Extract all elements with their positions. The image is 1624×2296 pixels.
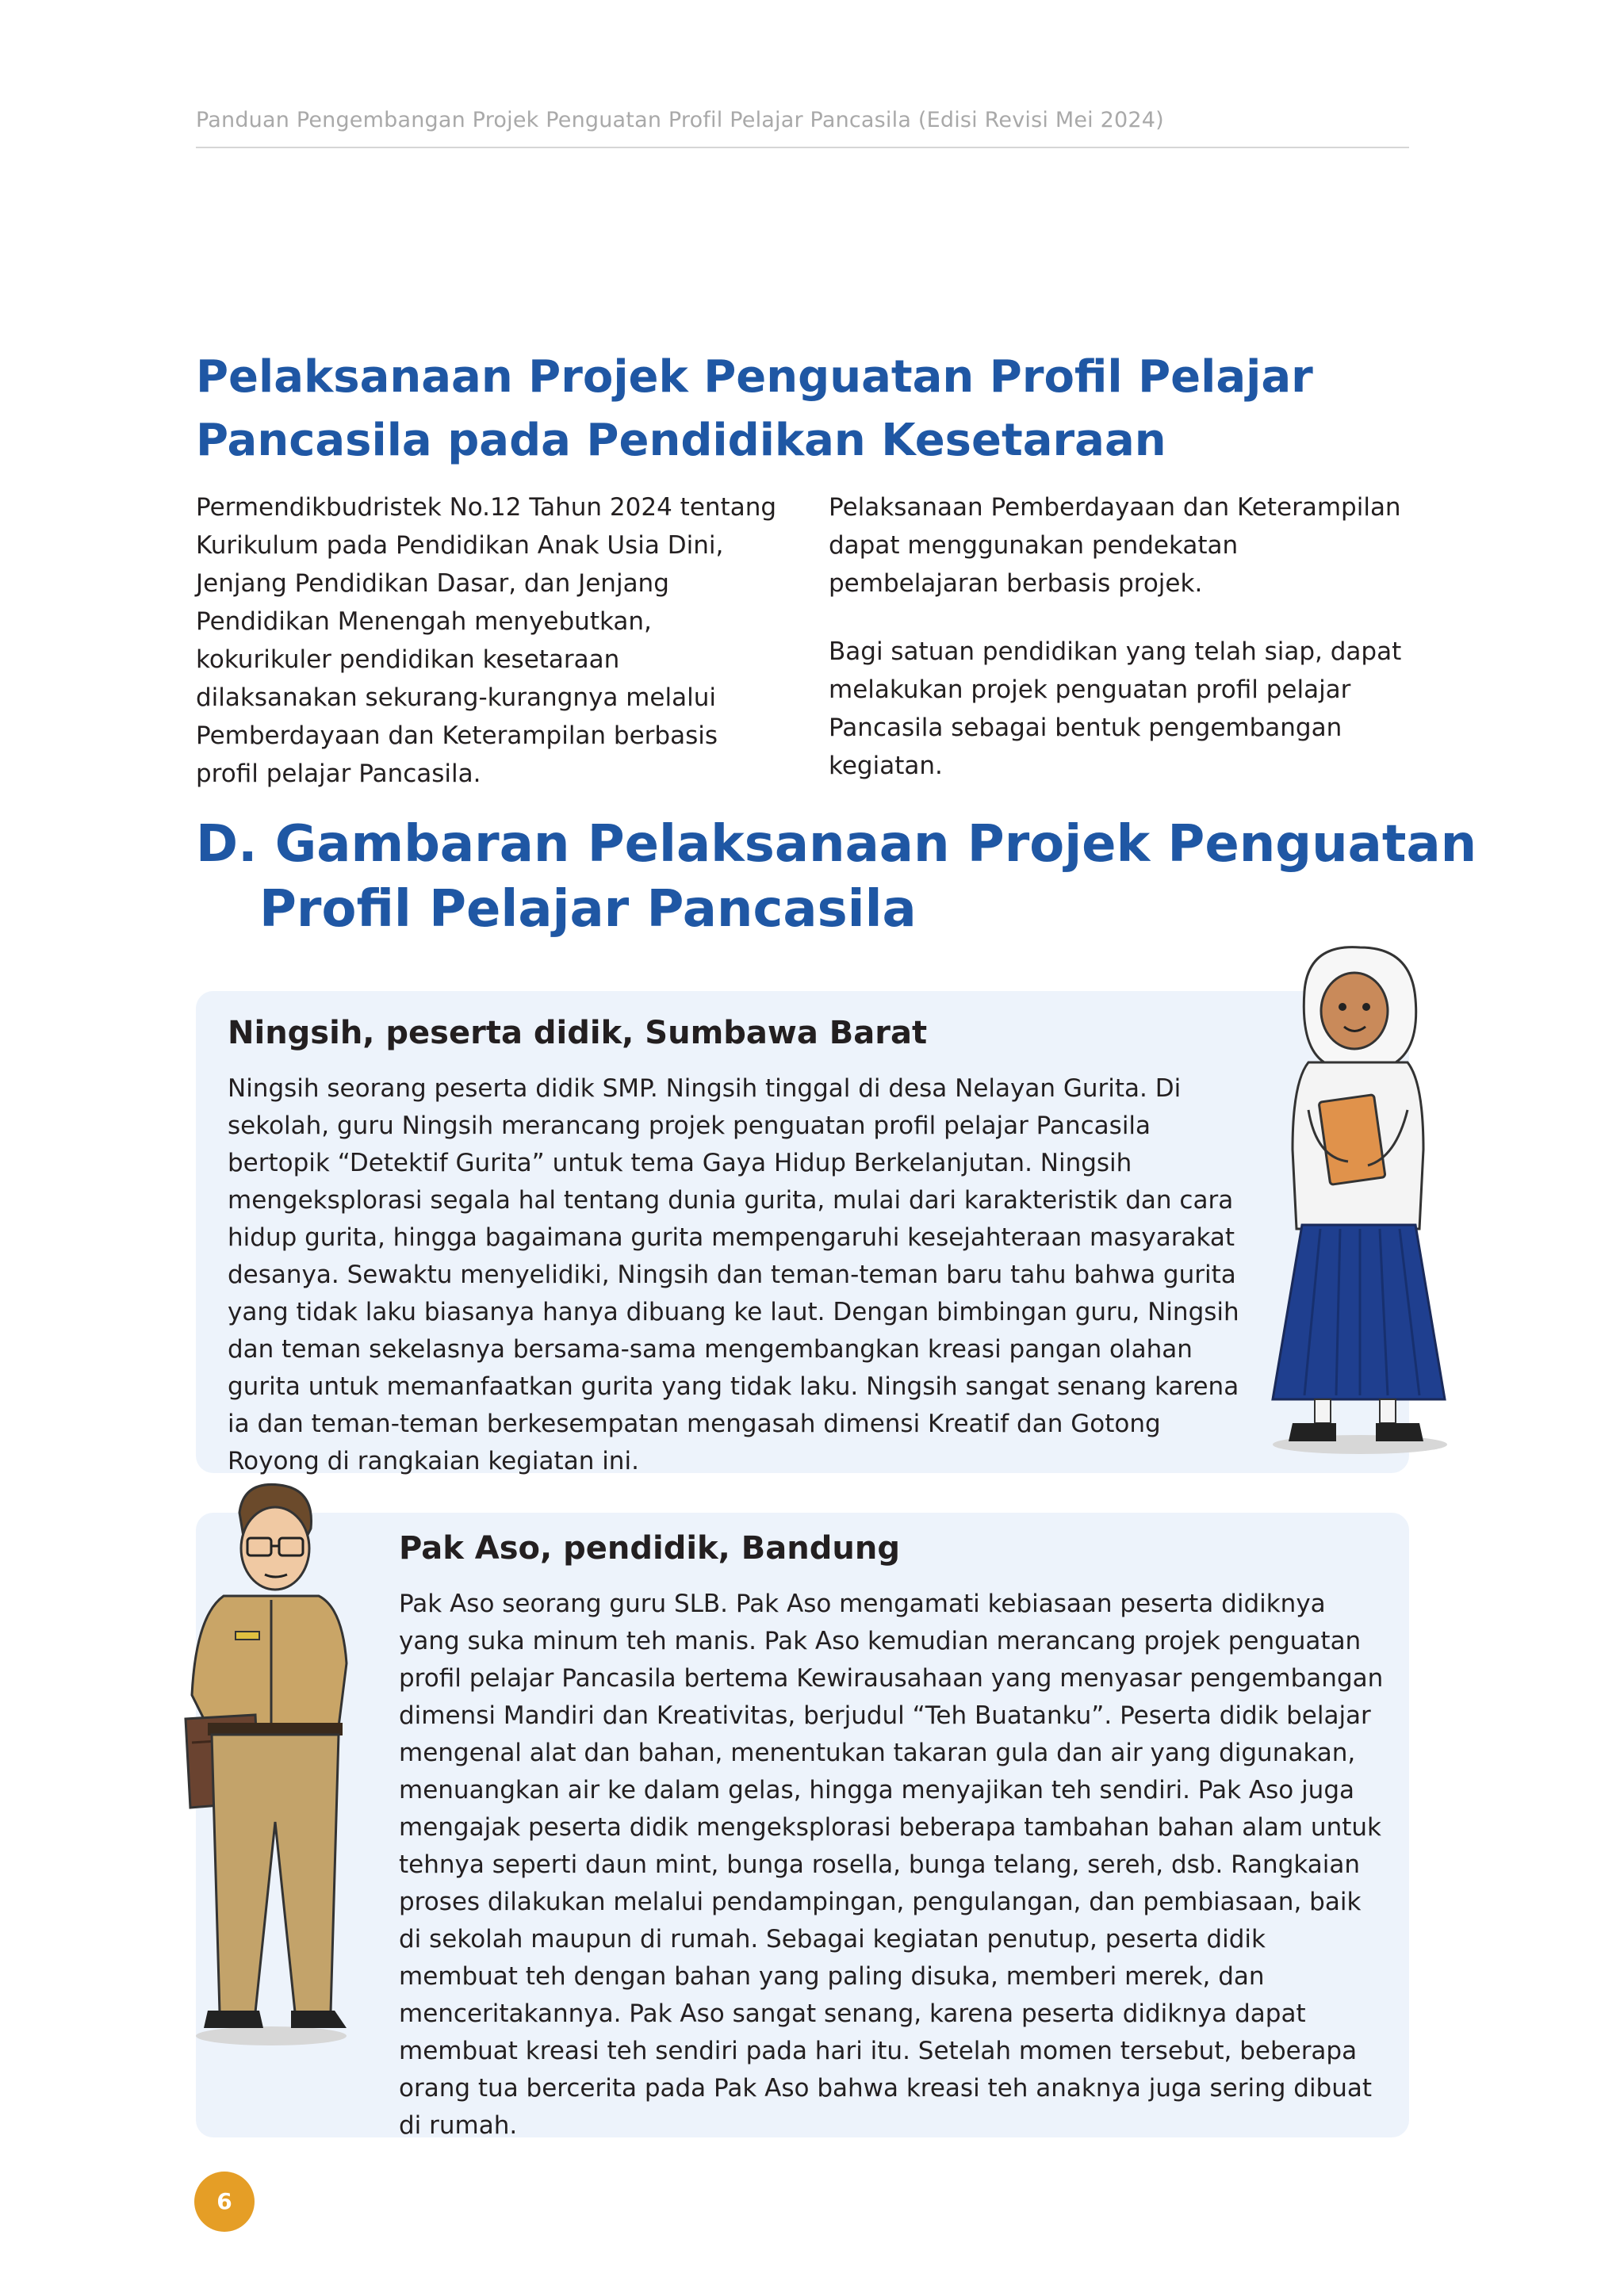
left-paragraph: Permendikbudristek No.12 Tahun 2024 tentang Kurikulum pada Pendidikan Anak Usia Dini, Jenjang Pendidikan Dasar, dan Jenjang Pendidikan Menengah menyebutkan, kokurikuler pendidikan kesetaraan dilaksanakan sekurang-kurangnya melalui Pemberdayaan dan Keterampilan berbasis profil pelajar Pancasila. — [196, 493, 777, 788]
teacher-man-illustration — [176, 1481, 366, 2052]
story-title: Pak Aso, pendidik, Bandung — [399, 1530, 900, 1567]
header-divider — [196, 147, 1409, 148]
story-card-pak-aso — [196, 1513, 1409, 2140]
chapter-heading-line1: D. Gambaran Pelaksanaan Projek Penguatan — [196, 815, 1477, 874]
chapter-heading-line2: Profil Pelajar Pancasila — [259, 880, 917, 939]
right-column — [829, 488, 1415, 785]
right-paragraph-2: Bagi satuan pendidikan yang telah siap, dapat melakukan projek penguatan profil pelajar Pancasila sebagai bentuk pengembangan kegiatan. — [829, 637, 1402, 780]
page-number-badge: 6 — [194, 2172, 255, 2232]
running-header: Panduan Pengembangan Projek Penguatan Profil Pelajar Pancasila (Edisi Revisi Mei 2024) — [196, 108, 1164, 132]
section-heading: Pelaksanaan Projek Penguatan Profil Pelajar Pancasila pada Pendidikan Kesetaraan — [196, 351, 1313, 466]
right-paragraph-1: Pelaksanaan Pemberdayaan dan Keterampilan dapat menggunakan pendekatan pembelajaran berbasis projek. — [829, 493, 1401, 598]
story-card-ningsih — [196, 991, 1409, 1473]
chapter-heading — [196, 812, 1477, 942]
student-girl-illustration — [1261, 943, 1451, 1459]
story-body: Pak Aso seorang guru SLB. Pak Aso mengamati kebiasaan peserta didiknya yang suka minum teh manis. Pak Aso kemudian merancang projek penguatan profil pelajar Pancasila bertema Kewirausahaan yang menyasar pengembangan dimensi Mandiri dan Kreativitas, berjudul “Teh Buatanku”. Peserta didik belajar mengenal alat dan bahan, menentukan takaran gula dan air yang digunakan, menuangkan air ke dalam gelas, hingga menyajikan teh sendiri. Pak Aso juga mengajak peserta didik mengeksplorasi beberapa tambahan bahan alam untuk tehnya seperti daun mint, bunga rosella, bunga telang, sereh, dsb. Rangkaian proses dilakukan melalui pendampingan, pengulangan, dan pembiasaan, baik di sekolah maupun di rumah. Sebagai kegiatan penutup, peserta didik membuat teh dengan bahan yang paling disuka, memberi merek, dan menceritakannya. Pak Aso sangat senang, karena peserta didiknya dapat membuat kreasi teh sendiri pada hari itu. Setelah momen tersebut, beberapa orang tua bercerita pada Pak Aso bahwa kreasi teh anaknya juga sering dibuat di rumah. — [399, 1590, 1384, 2140]
left-column — [196, 488, 783, 793]
story-title: Ningsih, peserta didik, Sumbawa Barat — [228, 1015, 928, 1051]
story-body: Ningsih seorang peserta didik SMP. Ningsih tinggal di desa Nelayan Gurita. Di sekolah, guru Ningsih merancang projek penguatan profil pelajar Pancasila bertopik “Detektif Gurita” untuk tema Gaya Hidup Berkelanjutan. Ningsih mengeksplorasi segala hal tentang dunia gurita, mulai dari karakteristik dan cara hidup gurita, hingga bagaimana gurita mempengaruhi kesejahteraan masyarakat desanya. Sewaktu menyelidiki, Ningsih dan teman-teman baru tahu bahwa gurita yang tidak laku biasanya hanya dibuang ke laut. Dengan bimbingan guru, Ningsih dan teman sekelasnya bersama-sama mengembangkan kreasi pangan olahan gurita untuk memanfaatkan gurita yang tidak laku. Ningsih sangat senang karena ia dan teman-teman berkesempatan mengasah dimensi Kreatif dan Gotong Royong di rangkaian kegiatan ini. — [228, 1074, 1239, 1475]
